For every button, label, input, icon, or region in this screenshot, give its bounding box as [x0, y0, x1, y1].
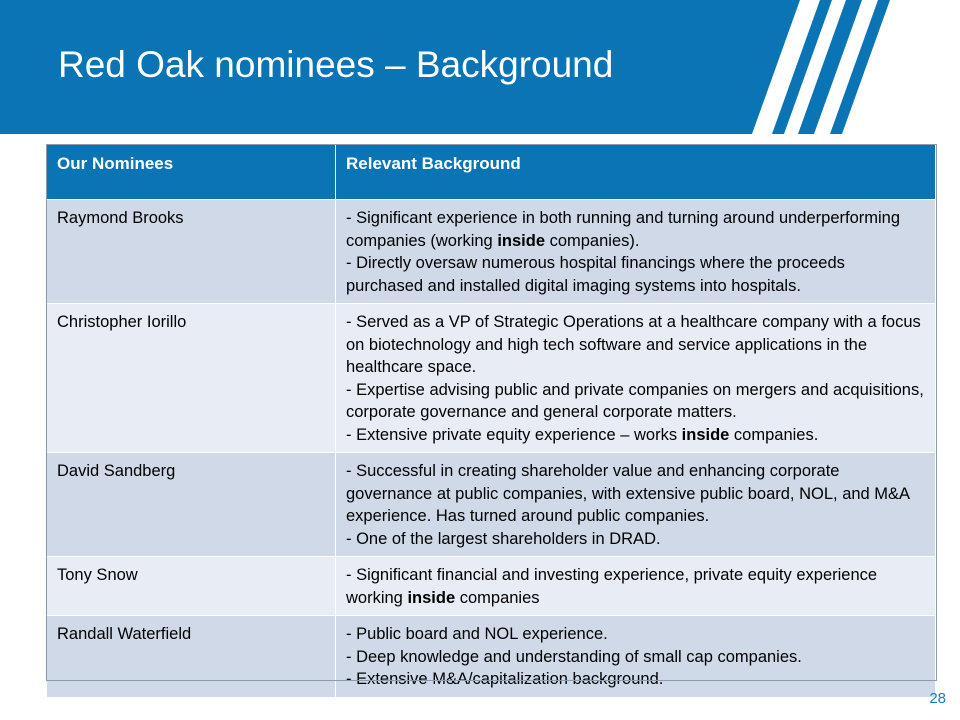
table-row	[47, 616, 936, 698]
column-header-background: Relevant Background	[336, 145, 936, 200]
nominee-name: Tony Snow	[47, 557, 336, 616]
background-line: - One of the largest shareholders in DRAD.	[346, 529, 661, 548]
page-number: 28	[929, 690, 946, 707]
nominees-table	[46, 144, 936, 698]
column-header-nominees: Our Nominees	[47, 145, 336, 200]
nominee-background	[336, 200, 936, 304]
slide-title: Red Oak nominees – Background	[58, 44, 614, 85]
background-line: - Public board and NOL experience.	[346, 625, 608, 643]
nominee-name: Raymond Brooks	[47, 200, 336, 304]
table-header-row	[47, 145, 936, 200]
nominee-name: David Sandberg	[47, 453, 336, 557]
background-line: - Expertise advising public and private companies on mergers and acquisitions, corporate governance and general corporate matters.	[346, 380, 924, 421]
table-row	[47, 453, 936, 557]
background-line: - Served as a VP of Strategic Operations at a healthcare company with a focus on biotechnology and high tech software and service applications in the healthcare space.	[346, 313, 921, 376]
nominee-background	[336, 557, 936, 616]
nominee-background	[336, 304, 936, 453]
background-line: - Significant financial and investing experience, private equity experience working inside companies	[346, 566, 878, 607]
background-line: - Extensive private equity experience – works inside companies.	[346, 425, 819, 444]
nominee-background	[336, 616, 936, 698]
background-line: - Extensive M&A/capitalization background.	[346, 670, 664, 688]
background-line: - Significant experience in both running and turning around underperforming companies (working inside companies).	[346, 209, 901, 250]
table-row	[47, 304, 936, 453]
slide-header-band	[0, 0, 960, 134]
nominee-name: Randall Waterfield	[47, 616, 336, 698]
nominee-background	[336, 453, 936, 557]
background-line: - Deep knowledge and understanding of small cap companies.	[346, 647, 802, 666]
table-row	[47, 557, 936, 616]
background-line: - Directly oversaw numerous hospital financings where the proceeds purchased and installed digital imaging systems into hospitals.	[346, 254, 845, 295]
nominee-name: Christopher Iorillo	[47, 304, 336, 453]
table-row	[47, 200, 936, 304]
background-line: - Successful in creating shareholder value and enhancing corporate governance at public companies, with extensive public board, NOL, and M&A experience. Has turned around public companies.	[346, 462, 910, 525]
